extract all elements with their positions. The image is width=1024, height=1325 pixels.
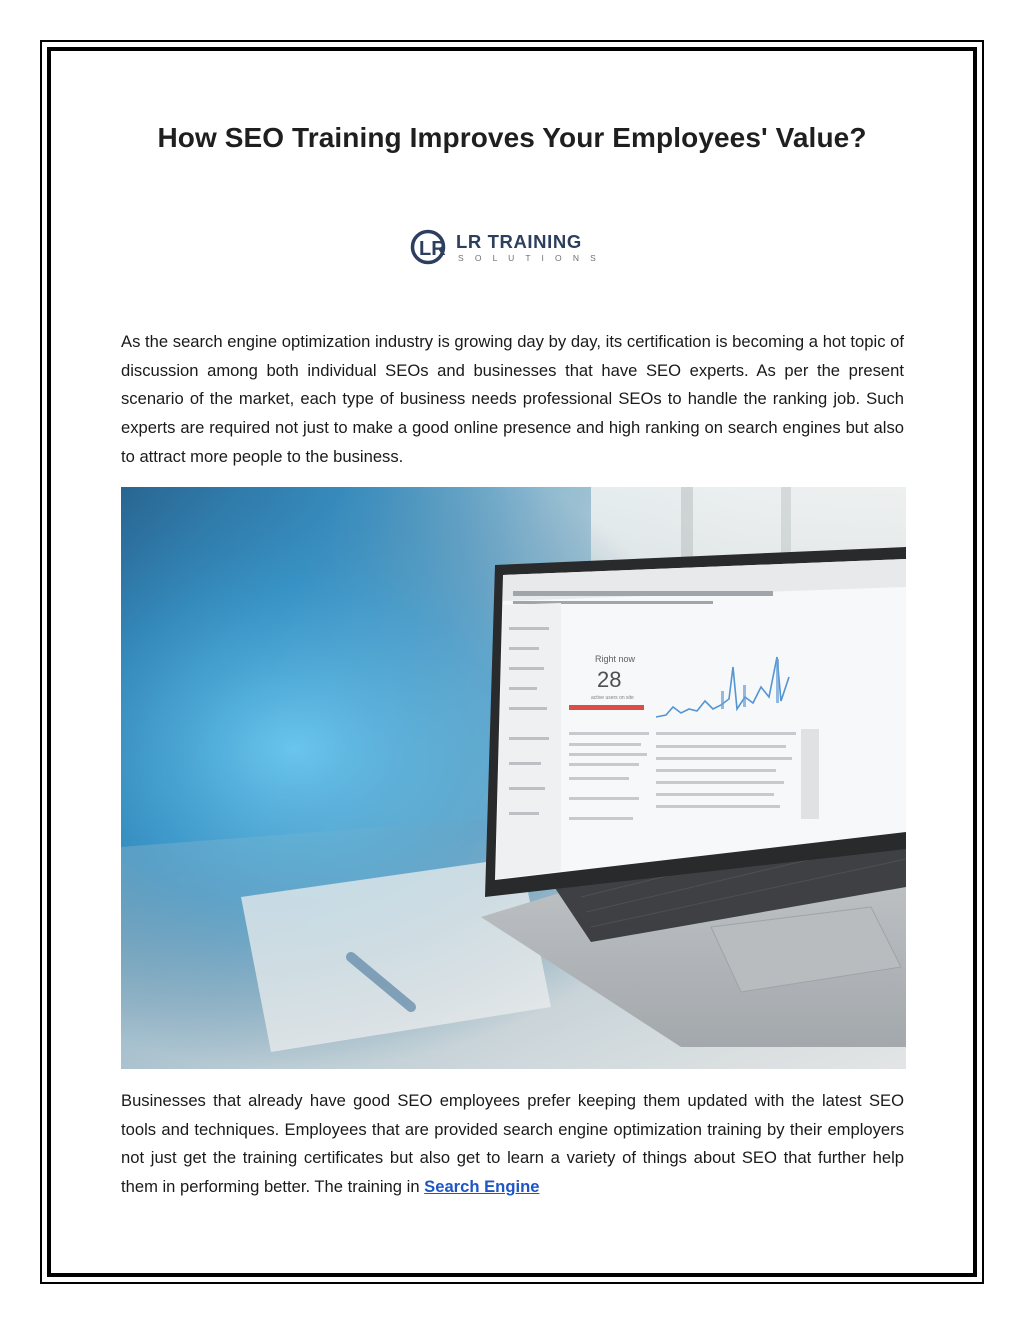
intro-paragraph: As the search engine optimization industry is growing day by day, its certification is becoming a hot topic of discussion among both individual SEOs and businesses that have SEO experts. As per the present scenario of the market, each type of business needs professional SEOs to handle the ranking job. Such experts are required not just to make a good online presence and high ranking on search engines but also to attract more people to the business.	[121, 332, 904, 466]
screen-heading: Right now	[595, 654, 636, 664]
screen-value: 28	[597, 667, 622, 692]
laptop-analytics-image	[121, 487, 906, 1069]
screen-sublabel: active users on site	[591, 695, 634, 701]
search-engine-link[interactable]: Search Engine	[424, 1177, 540, 1197]
lr-training-logo	[410, 228, 620, 268]
logo-text-line2: S O L U T I O N S	[458, 253, 601, 263]
page-title: How SEO Training Improves Your Employees' Value?	[157, 122, 867, 153]
company-logo	[410, 228, 620, 268]
logo-mark: LR	[419, 238, 446, 260]
laptop-photo	[121, 487, 906, 1069]
second-paragraph-text: Businesses that already have good SEO employees prefer keeping them updated with the latest SEO tools and techniques. Employees that are provided search engine optimization training by their employers not just get the training certificates but also get to learn a variety of things about SEO that further help them in performing better. The training in	[121, 1091, 904, 1197]
logo-text-line1: LR TRAINING	[456, 231, 582, 252]
second-paragraph	[121, 1087, 904, 1202]
